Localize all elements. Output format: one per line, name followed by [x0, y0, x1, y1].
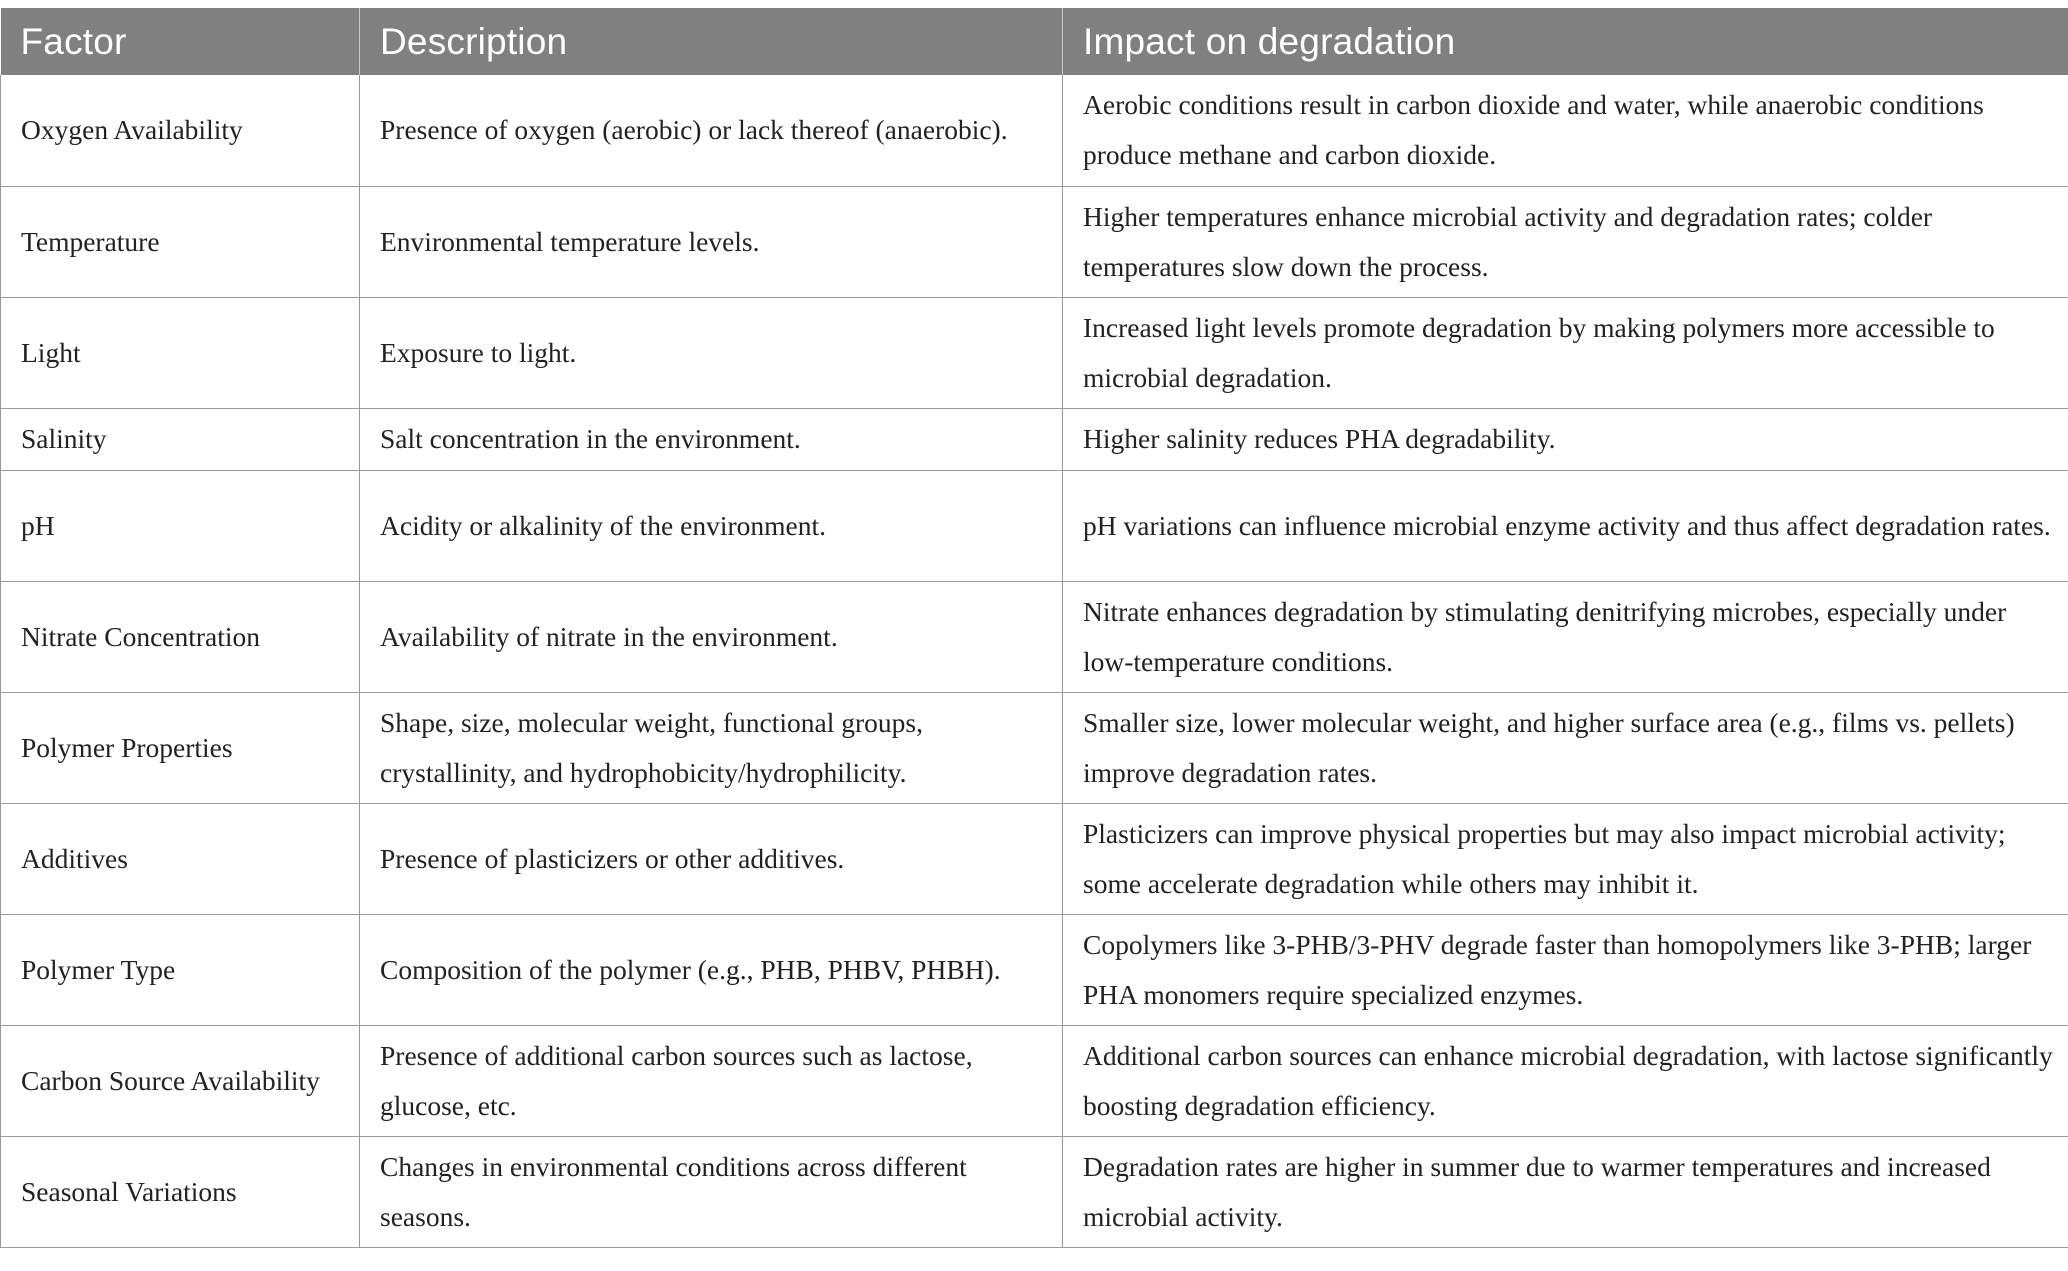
- cell-description: Presence of oxygen (aerobic) or lack thereof (anaerobic).: [360, 75, 1063, 186]
- header-factor: Factor: [1, 8, 360, 75]
- cell-description: Salt concentration in the environment.: [360, 408, 1063, 470]
- cell-factor: Oxygen Availability: [1, 75, 360, 186]
- cell-impact: Higher salinity reduces PHA degradability.: [1063, 408, 2068, 470]
- cell-factor: Light: [1, 297, 360, 408]
- cell-description: Shape, size, molecular weight, functional groups, crystallinity, and hydrophobicity/hydrophilicity.: [360, 692, 1063, 803]
- table-row: [1, 803, 2068, 914]
- cell-impact: Additional carbon sources can enhance microbial degradation, with lactose significantly boosting degradation efficiency.: [1063, 1025, 2068, 1136]
- cell-description: Presence of additional carbon sources such as lactose, glucose, etc.: [360, 1025, 1063, 1136]
- table-row: [1, 914, 2068, 1025]
- cell-impact: Higher temperatures enhance microbial activity and degradation rates; colder temperatures slow down the process.: [1063, 186, 2068, 297]
- header-row: [1, 8, 2068, 75]
- degradation-factors-table-container: [0, 8, 2068, 1248]
- cell-impact: Degradation rates are higher in summer due to warmer temperatures and increased microbial activity.: [1063, 1136, 2068, 1247]
- cell-description: Exposure to light.: [360, 297, 1063, 408]
- table-header: [1, 8, 2068, 75]
- table-row: [1, 186, 2068, 297]
- cell-impact: Plasticizers can improve physical properties but may also impact microbial activity; some accelerate degradation while others may inhibit it.: [1063, 803, 2068, 914]
- table-row: [1, 1025, 2068, 1136]
- table-row: [1, 75, 2068, 186]
- cell-factor: Polymer Properties: [1, 692, 360, 803]
- cell-impact: Nitrate enhances degradation by stimulating denitrifying microbes, especially under low-temperature conditions.: [1063, 581, 2068, 692]
- cell-description: Composition of the polymer (e.g., PHB, PHBV, PHBH).: [360, 914, 1063, 1025]
- cell-factor: Nitrate Concentration: [1, 581, 360, 692]
- cell-description: Environmental temperature levels.: [360, 186, 1063, 297]
- cell-impact: Smaller size, lower molecular weight, and higher surface area (e.g., films vs. pellets) improve degradation rates.: [1063, 692, 2068, 803]
- cell-impact: Copolymers like 3-PHB/3-PHV degrade faster than homopolymers like 3-PHB; larger PHA monomers require specialized enzymes.: [1063, 914, 2068, 1025]
- table-row: [1, 692, 2068, 803]
- table-row: [1, 1136, 2068, 1247]
- cell-description: Changes in environmental conditions across different seasons.: [360, 1136, 1063, 1247]
- cell-factor: Additives: [1, 803, 360, 914]
- table-row: [1, 470, 2068, 581]
- cell-description: Acidity or alkalinity of the environment.: [360, 470, 1063, 581]
- header-description: Description: [360, 8, 1063, 75]
- cell-impact: pH variations can influence microbial enzyme activity and thus affect degradation rates.: [1063, 470, 2068, 581]
- cell-factor: Polymer Type: [1, 914, 360, 1025]
- table-row: [1, 408, 2068, 470]
- cell-impact: Increased light levels promote degradation by making polymers more accessible to microbial degradation.: [1063, 297, 2068, 408]
- table-body: [1, 75, 2068, 1247]
- cell-factor: Temperature: [1, 186, 360, 297]
- header-impact: Impact on degradation: [1063, 8, 2068, 75]
- degradation-factors-table: [0, 8, 2068, 1248]
- cell-description: Presence of plasticizers or other additives.: [360, 803, 1063, 914]
- cell-factor: Seasonal Variations: [1, 1136, 360, 1247]
- table-row: [1, 581, 2068, 692]
- cell-factor: Carbon Source Availability: [1, 1025, 360, 1136]
- cell-factor: Salinity: [1, 408, 360, 470]
- cell-impact: Aerobic conditions result in carbon dioxide and water, while anaerobic conditions produce methane and carbon dioxide.: [1063, 75, 2068, 186]
- cell-description: Availability of nitrate in the environment.: [360, 581, 1063, 692]
- table-row: [1, 297, 2068, 408]
- cell-factor: pH: [1, 470, 360, 581]
